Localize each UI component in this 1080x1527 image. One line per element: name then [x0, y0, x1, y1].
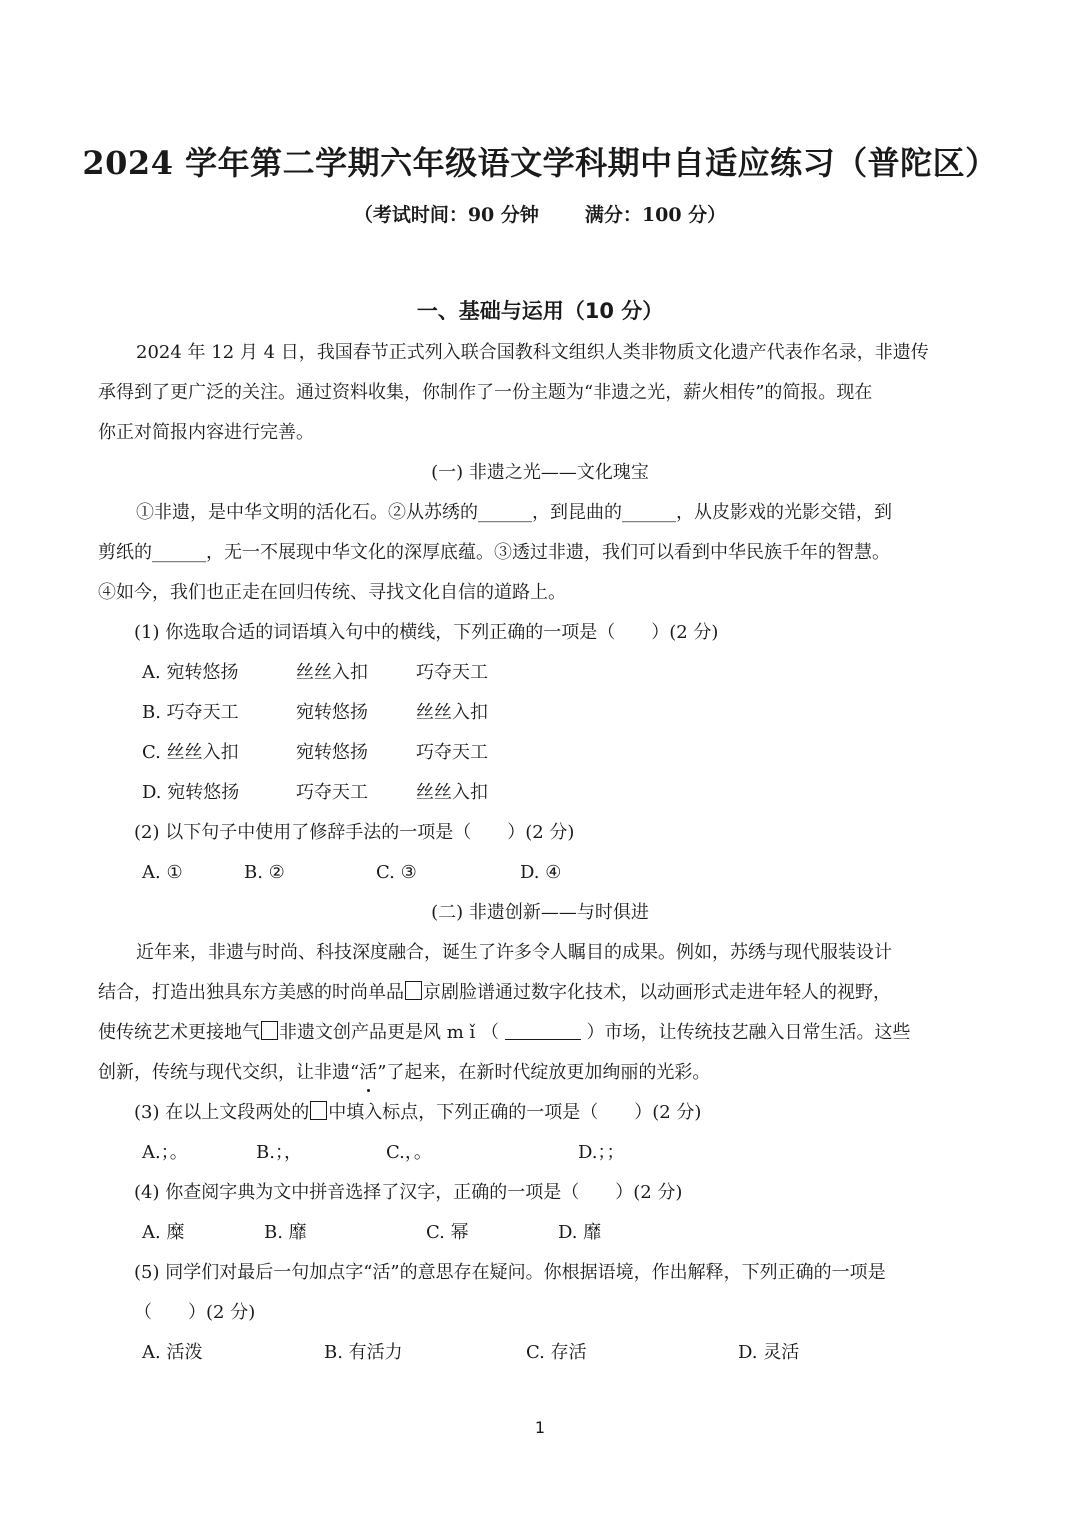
part2-heading: (二) 非遗创新——与时俱进 [431, 902, 649, 923]
part2-line-4-text-b: 了起来，在新时代绽放更加绚丽的光彩。 [386, 1062, 711, 1083]
exam-time: （考试时间：90 分钟 [353, 204, 539, 226]
part2-line-2-text-b: 京剧脸谱通过数字化技术，以动画形式走进年轻人的视野， [423, 982, 891, 1003]
part2-line-2-text-a: 结合，打造出独具东方美感的时尚单品 [98, 982, 404, 1003]
q1-option-b-word2: 宛转悠扬 [296, 702, 368, 723]
part2-line-3-text-c: ）市场，让传统技艺融入日常生活。这些 [586, 1022, 911, 1043]
punctuation-box-2 [261, 1021, 278, 1040]
q3-stem-a: (3) 在以上文段两处的 [134, 1102, 310, 1123]
q3-option-d[interactable]: D.；； [578, 1142, 625, 1163]
pinyin-answer-blank [505, 1021, 581, 1040]
q5-option-d[interactable]: D. 灵活 [738, 1342, 800, 1363]
exam-info [0, 200, 1080, 227]
part2-line-4-text-a: 创新，传统与现代交织，让非遗 [98, 1062, 350, 1083]
q2-option-c[interactable]: C. ③ [376, 862, 417, 883]
intro-line-3: 你正对简报内容进行完善。 [98, 422, 314, 443]
q4-option-a[interactable]: A. 糜 [142, 1222, 185, 1243]
section-title: 一、基础与运用（10 分） [416, 299, 664, 323]
q5-option-c[interactable]: C. 存活 [526, 1342, 587, 1363]
q3-stem [134, 1100, 1024, 1126]
q1-option-a-word3: 巧夺天工 [416, 662, 488, 683]
q3-option-c[interactable]: C.，。 [386, 1142, 432, 1163]
q1-option-d[interactable]: D. 宛转悠扬 [142, 782, 240, 803]
full-score: 满分：100 分） [584, 204, 727, 226]
punctuation-box-icon [310, 1101, 327, 1120]
q4-option-c[interactable]: C. 幂 [426, 1222, 469, 1243]
q5-option-a[interactable]: A. 活泼 [142, 1342, 203, 1363]
intro-line-2: 承得到了更广泛的关注。通过资料收集，你制作了一份主题为“非遗之光，薪火相传”的简报。现在 [98, 382, 873, 403]
part1-line-1: ①非遗，是中华文明的活化石。②从苏绣的______，到昆曲的______，从皮影戏的光影交错，到 [136, 502, 892, 523]
q1-option-c[interactable]: C. 丝丝入扣 [142, 742, 239, 763]
q4-option-b[interactable]: B. 靡 [264, 1222, 307, 1243]
part1-heading: (一) 非遗之光——文化瑰宝 [431, 462, 649, 483]
q5-stem-line-1: (5) 同学们对最后一句加点字“活”的意思存在疑问。你根据语境，作出解释，下列正确的一项是 [134, 1262, 886, 1283]
q1-option-c-word3: 巧夺天工 [416, 742, 488, 763]
page-title: 2024 学年第二学期六年级语文学科期中自适应练习（普陀区） [82, 144, 998, 182]
part2-line-3-text-b: 非遗文创产品更是风 m ǐ （ [279, 1022, 499, 1043]
part2-line-4 [98, 1060, 988, 1086]
intro-line-1: 2024 年 12 月 4 日，我国春节正式列入联合国教科文组织人类非物质文化遗产代表作名录，非遗传 [136, 342, 929, 363]
part2-line-3 [98, 1020, 988, 1046]
q1-stem: (1) 你选取合适的词语填入句中的横线，下列正确的一项是（ ）(2 分) [134, 622, 719, 643]
q1-option-a-word2: 丝丝入扣 [296, 662, 368, 683]
part2-line-3-text-a: 使传统艺术更接地气 [98, 1022, 260, 1043]
q2-option-a[interactable]: A. ① [142, 862, 183, 883]
dotted-word-huo: “活” [350, 1060, 386, 1086]
q1-option-c-word2: 宛转悠扬 [296, 742, 368, 763]
q2-stem: (2) 以下句子中使用了修辞手法的一项是（ ）(2 分) [134, 822, 575, 843]
page-number: 1 [534, 1418, 546, 1437]
part2-line-2 [98, 980, 988, 1006]
q4-option-d[interactable]: D. 靡 [558, 1222, 602, 1243]
part1-line-2: 剪纸的______，无一不展现中华文化的深厚底蕴。③透过非遗，我们可以看到中华民族千年的智慧。 [98, 542, 890, 563]
part2-line-1: 近年来，非遗与时尚、科技深度融合，诞生了许多令人瞩目的成果。例如，苏绣与现代服装设计 [136, 942, 892, 963]
q2-option-d[interactable]: D. ④ [520, 862, 562, 883]
q3-option-b[interactable]: B.；， [256, 1142, 302, 1163]
q5-option-b[interactable]: B. 有活力 [324, 1342, 403, 1363]
q1-option-a[interactable]: A. 宛转悠扬 [142, 662, 239, 683]
q1-option-b-word3: 丝丝入扣 [416, 702, 488, 723]
q5-stem-line-2: （ ）(2 分) [134, 1302, 256, 1323]
q4-stem: (4) 你查阅字典为文中拼音选择了汉字，正确的一项是（ ）(2 分) [134, 1182, 683, 1203]
part1-line-3: ④如今，我们也正走在回归传统、寻找文化自信的道路上。 [98, 582, 566, 603]
q1-option-d-word3: 丝丝入扣 [416, 782, 488, 803]
q3-stem-b: 中填入标点，下列正确的一项是（ ）(2 分) [328, 1102, 702, 1123]
q3-option-a[interactable]: A.；。 [142, 1142, 188, 1163]
punctuation-box-1 [405, 981, 422, 1000]
q1-option-d-word2: 巧夺天工 [296, 782, 368, 803]
q2-option-b[interactable]: B. ② [244, 862, 285, 883]
q1-option-b[interactable]: B. 巧夺天工 [142, 702, 239, 723]
